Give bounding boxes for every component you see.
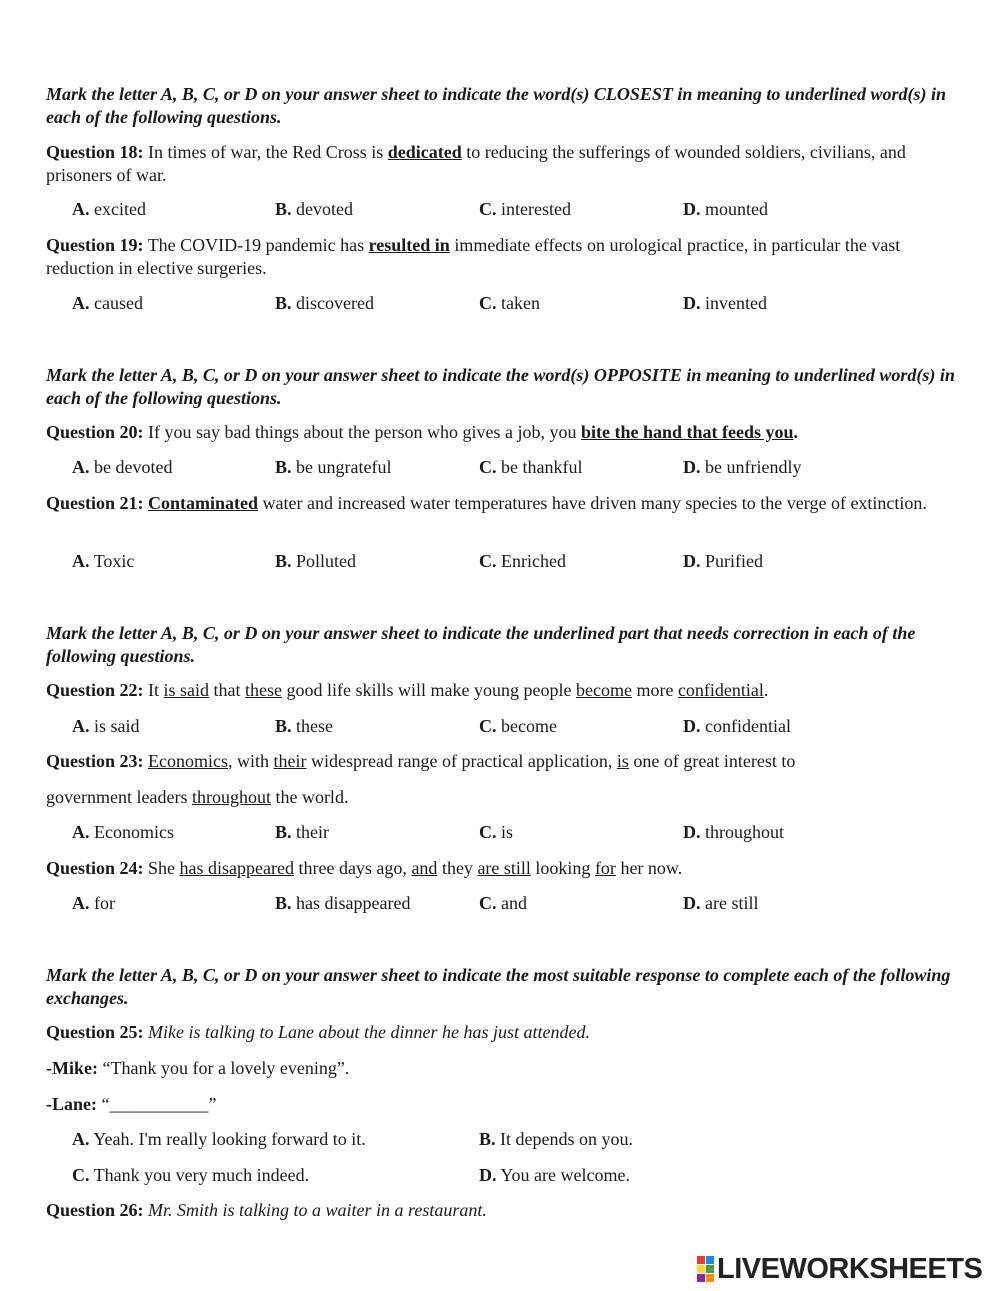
underlined-part-a: is said: [163, 680, 210, 700]
question-18: [46, 141, 956, 186]
option-b[interactable]: B. these: [275, 716, 333, 736]
option-c[interactable]: C. become: [479, 716, 557, 736]
dialogue-lane: -Lane: “___________”: [46, 1094, 217, 1114]
dialogue-mike: -Mike: “Thank you for a lovely evening”.: [46, 1058, 350, 1078]
options-row: [0, 291, 1000, 315]
underlined-part-b: these: [245, 680, 283, 700]
option-a[interactable]: A. Toxic: [72, 551, 135, 571]
question-label: Question 20:: [46, 422, 144, 442]
question-22: Question 22: It is said that these good life skills will make young people become more confidential.: [46, 680, 769, 700]
underlined-phrase: bite the hand that feeds you: [580, 422, 794, 442]
question-label: Question 23:: [46, 751, 144, 771]
logo-blocks-icon: [697, 1256, 714, 1282]
option-a[interactable]: A. Yeah. I'm really looking forward to it.: [72, 1129, 366, 1149]
section-instruction: Mark the letter A, B, C, or D on your answer sheet to indicate the most suitable response to complete each of the following exchanges.: [46, 965, 951, 1008]
option-d[interactable]: D. mounted: [683, 199, 768, 219]
option-b[interactable]: B. Polluted: [275, 551, 357, 571]
option-c[interactable]: C. interested: [479, 199, 571, 219]
underlined-word: Contaminated: [148, 493, 259, 513]
underlined-part: for: [594, 858, 616, 878]
underlined-part: has disappeared: [179, 858, 294, 878]
option-b[interactable]: B. devoted: [275, 199, 353, 219]
question-text: The COVID-19 pandemic has: [143, 235, 369, 255]
question-context: Mike is talking to Lane about the dinner he has just attended.: [143, 1022, 590, 1042]
question-21: [46, 492, 956, 515]
option-c[interactable]: C. be thankful: [479, 457, 583, 477]
options-row: [0, 820, 1000, 844]
underlined-part: and: [411, 858, 438, 878]
option-c[interactable]: C. is: [479, 822, 514, 842]
question-25: [46, 1021, 956, 1044]
options-row: [0, 891, 1000, 915]
question-19: [46, 234, 956, 279]
option-a[interactable]: A. Economics: [72, 822, 174, 842]
underlined-part-d: confidential: [677, 680, 764, 700]
section-instruction: Mark the letter A, B, C, or D on your answer sheet to indicate the underlined part that needs correction in each of the following questions.: [46, 623, 916, 666]
question-label: Question 19:: [46, 235, 144, 255]
section-instruction: Mark the letter A, B, C, or D on your answer sheet to indicate the word(s) OPPOSITE in meaning to underlined word(s) in each of the following questions.: [46, 365, 955, 408]
liveworksheets-logo: [697, 1252, 982, 1286]
question-text: In times of war, the Red Cross is: [143, 142, 388, 162]
option-a[interactable]: A. for: [72, 893, 115, 913]
underlined-part-b: their: [273, 751, 307, 771]
option-c[interactable]: C. and: [479, 893, 527, 913]
question-20: [46, 421, 956, 444]
option-b[interactable]: B. their: [275, 822, 330, 842]
question-label: Question 21:: [46, 493, 144, 513]
options-row: [0, 1163, 1000, 1187]
question-label: Question 26:: [46, 1200, 144, 1220]
options-row: [0, 1127, 1000, 1151]
options-row: [0, 714, 1000, 738]
option-b[interactable]: B. It depends on you.: [479, 1129, 633, 1149]
question-label: Question 22:: [46, 680, 144, 700]
option-d[interactable]: D. confidential: [683, 716, 791, 736]
question-label: Question 18:: [46, 142, 144, 162]
question-26: [46, 1199, 956, 1222]
option-d[interactable]: D. Purified: [683, 551, 763, 571]
option-c[interactable]: C. Enriched: [479, 551, 566, 571]
option-a[interactable]: A. excited: [72, 199, 146, 219]
option-a[interactable]: A. be devoted: [72, 457, 173, 477]
section-instruction: Mark the letter A, B, C, or D on your answer sheet to indicate the word(s) CLOSEST in meaning to underlined word(s) in each of the following questions.: [46, 84, 946, 127]
question-23-continued: government leaders throughout the world.: [46, 787, 349, 807]
underlined-part-d: throughout: [191, 787, 271, 807]
question-text: If you say bad things about the person who gives a job, you: [143, 422, 581, 442]
question-text: immediate effects on urological practice, in particular the vast reduction in elective surgeries.: [46, 235, 901, 278]
option-b[interactable]: B. discovered: [275, 293, 374, 313]
question-context: Mr. Smith is talking to a waiter in a restaurant.: [143, 1200, 487, 1220]
brand-name: LIVEWORKSHEETS: [717, 1252, 983, 1285]
underlined-word: resulted in: [368, 235, 450, 255]
option-a[interactable]: A. is said: [72, 716, 140, 736]
underlined-part-c: become: [575, 680, 632, 700]
option-a[interactable]: A. caused: [72, 293, 143, 313]
option-d[interactable]: D. You are welcome.: [479, 1165, 630, 1185]
option-b[interactable]: B. be ungrateful: [275, 457, 392, 477]
option-d[interactable]: D. be unfriendly: [683, 457, 802, 477]
question-label: Question 24:: [46, 858, 144, 878]
options-row: [0, 455, 1000, 479]
question-text: water and increased water temperatures have driven many species to the verge of extinction.: [258, 493, 927, 513]
option-b[interactable]: B. has disappeared: [275, 893, 411, 913]
underlined-word: dedicated: [387, 142, 462, 162]
question-24: Question 24: She has disappeared three days ago, and they are still looking for her now.: [46, 858, 683, 878]
underlined-part-a: Economics: [148, 751, 228, 771]
question-23: Question 23: Economics, with their widespread range of practical application, is one of great interest to: [46, 751, 796, 771]
underlined-part-c: is: [616, 751, 629, 771]
option-c[interactable]: C. Thank you very much indeed.: [72, 1165, 310, 1185]
question-text: .: [793, 422, 798, 442]
underlined-part: are still: [477, 858, 531, 878]
options-row: [0, 549, 1000, 573]
option-d[interactable]: D. are still: [683, 893, 759, 913]
question-text: to reducing the sufferings of wounded soldiers, civilians, and prisoners of war.: [46, 142, 906, 185]
question-label: Question 25:: [46, 1022, 144, 1042]
option-d[interactable]: D. invented: [683, 293, 767, 313]
option-d[interactable]: D. throughout: [683, 822, 784, 842]
options-row: [0, 197, 1000, 221]
option-c[interactable]: C. taken: [479, 293, 540, 313]
